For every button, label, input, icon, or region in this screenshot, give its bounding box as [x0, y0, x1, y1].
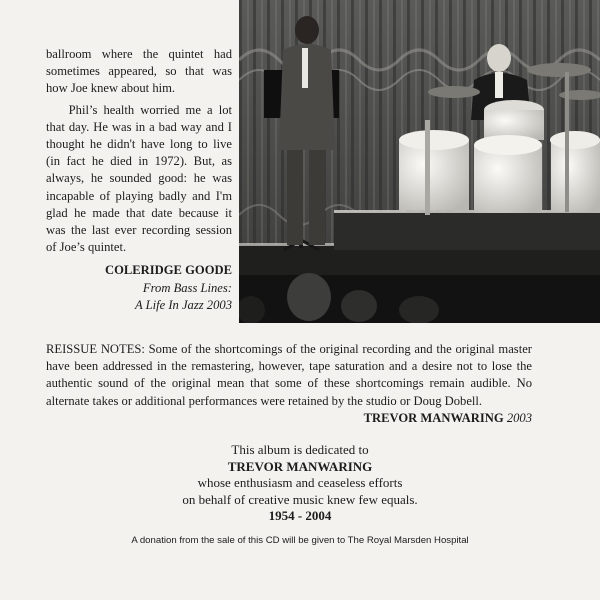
memoir-paragraph-2: Phil’s health worried me a lot that day. He was in a bad way and I thought he didn't have long to live (in fact he died in 1972). But, as always, he sounded good: he was incapable of playing badly and I'm glad he made that date because it was the last ever recording session of Joe’s quintet. — [46, 102, 232, 255]
dedication-line-3: on behalf of creative music knew few equals. — [182, 491, 418, 507]
excerpt-source-line-1: From Bass Lines: — [142, 280, 232, 295]
excerpt-author: COLERIDGE GOODE — [104, 263, 232, 278]
reissue-notes-signature — [364, 410, 532, 427]
excerpt-source-line-2: A Life In Jazz 2003 — [134, 297, 232, 312]
album-dedication — [90, 442, 510, 525]
signature-year: 2003 — [506, 410, 532, 425]
dedication-line-2: whose enthusiasm and ceaseless efforts — [197, 475, 403, 490]
drum-riser — [334, 212, 600, 250]
memoir-paragraph-1: ballroom where the quintet had sometimes appeared, so that was how Joe knew about him. — [46, 47, 232, 96]
memoir-excerpt — [46, 46, 232, 314]
dedication-name: TREVOR MANWARING — [227, 458, 373, 474]
excerpt-credit — [46, 262, 232, 314]
dedication-years: 1954 - 2004 — [268, 508, 332, 523]
reissue-notes-text: REISSUE NOTES: Some of the shortcomings of the original recording and the original master have been addressed in the remastering, however, tape saturation and a desire not to lose the authentic sound of the original mean that some of these shortcomings remain audible. No alternate takes or additional performances were retained by the studio or Doug Dobell. — [46, 342, 532, 408]
dedication-line-1: This album is dedicated to — [231, 442, 369, 457]
audience-silhouettes — [239, 273, 600, 323]
reissue-notes — [46, 341, 532, 427]
donation-note: A donation from the sale of this CD will be given to The Royal Marsden Hospital — [131, 535, 469, 546]
stage-photo-illustration — [239, 0, 600, 323]
band-stage-photo — [239, 0, 600, 323]
signature-name: TREVOR MANWARING — [363, 410, 504, 425]
